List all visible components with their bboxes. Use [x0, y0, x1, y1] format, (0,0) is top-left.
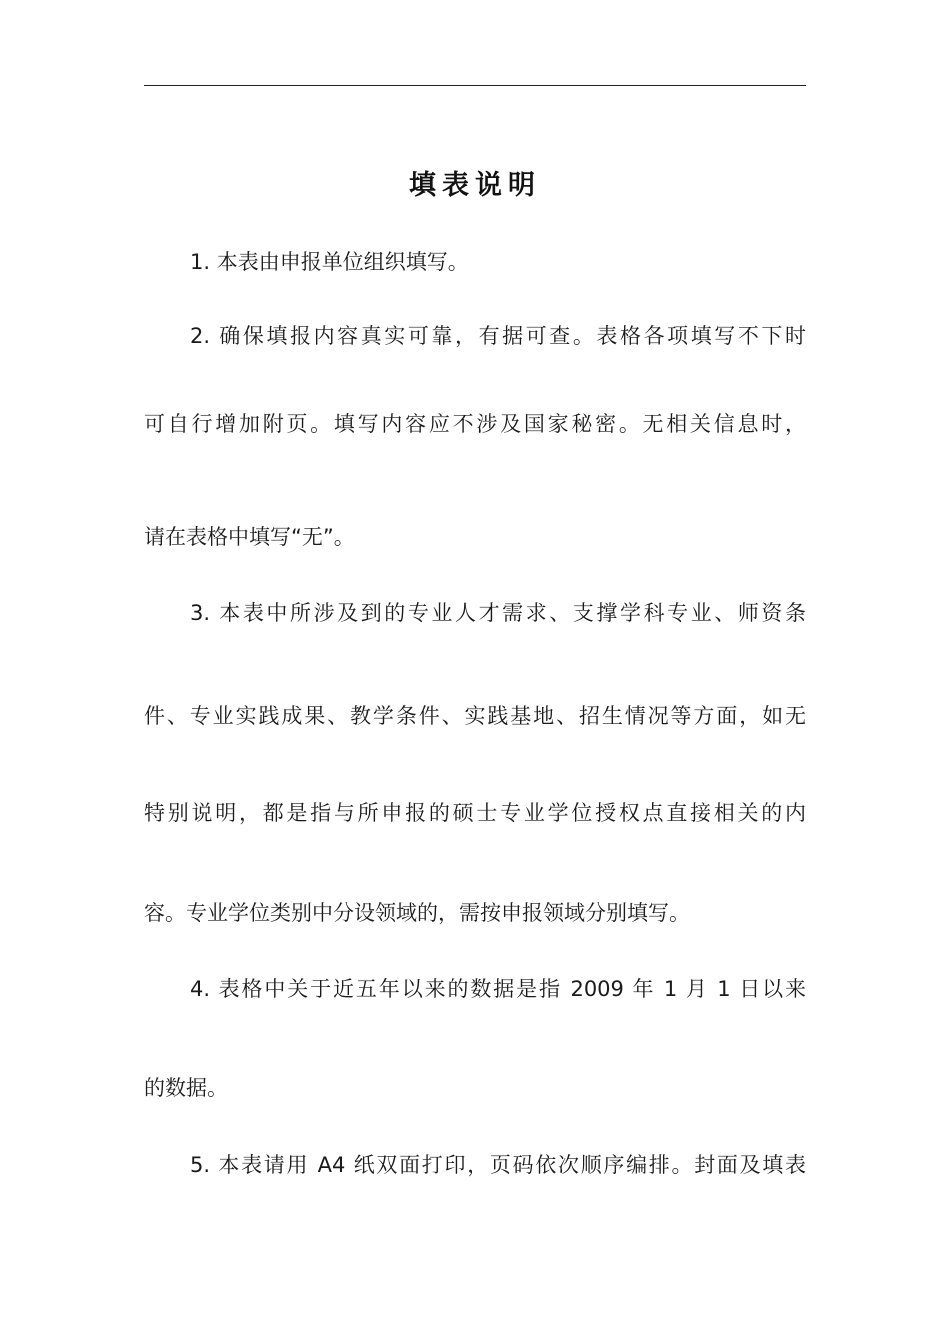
paragraph-line: 件、专业实践成果、教学条件、实践基地、招生情况等方面，如无: [144, 704, 806, 728]
header-rule: [144, 85, 806, 86]
paragraph-line: 的数据。: [144, 1076, 228, 1100]
paragraph-line: 可自行增加附页。填写内容应不涉及国家秘密。无相关信息时，: [144, 412, 806, 436]
paragraph-line: 1. 本表由申报单位组织填写。: [190, 250, 469, 274]
paragraph-line: 5. 本表请用 A4 纸双面打印，页码依次顺序编排。封面及填表: [190, 1153, 806, 1177]
paragraph-line: 4. 表格中关于近五年以来的数据是指 2009 年 1 月 1 日以来: [190, 977, 806, 1001]
paragraph-line: 请在表格中填写“无”。: [144, 525, 355, 549]
paragraph-line: 3. 本表中所涉及到的专业人才需求、支撑学科专业、师资条: [190, 601, 806, 625]
paragraph-line: 2. 确保填报内容真实可靠，有据可查。表格各项填写不下时: [190, 324, 806, 348]
paragraph-line: 特别说明，都是指与所申报的硕士专业学位授权点直接相关的内: [144, 801, 806, 825]
paragraph-line: 容。专业学位类别中分设领域的，需按申报领域分别填写。: [144, 901, 690, 925]
document-title: 填表说明: [409, 170, 541, 201]
